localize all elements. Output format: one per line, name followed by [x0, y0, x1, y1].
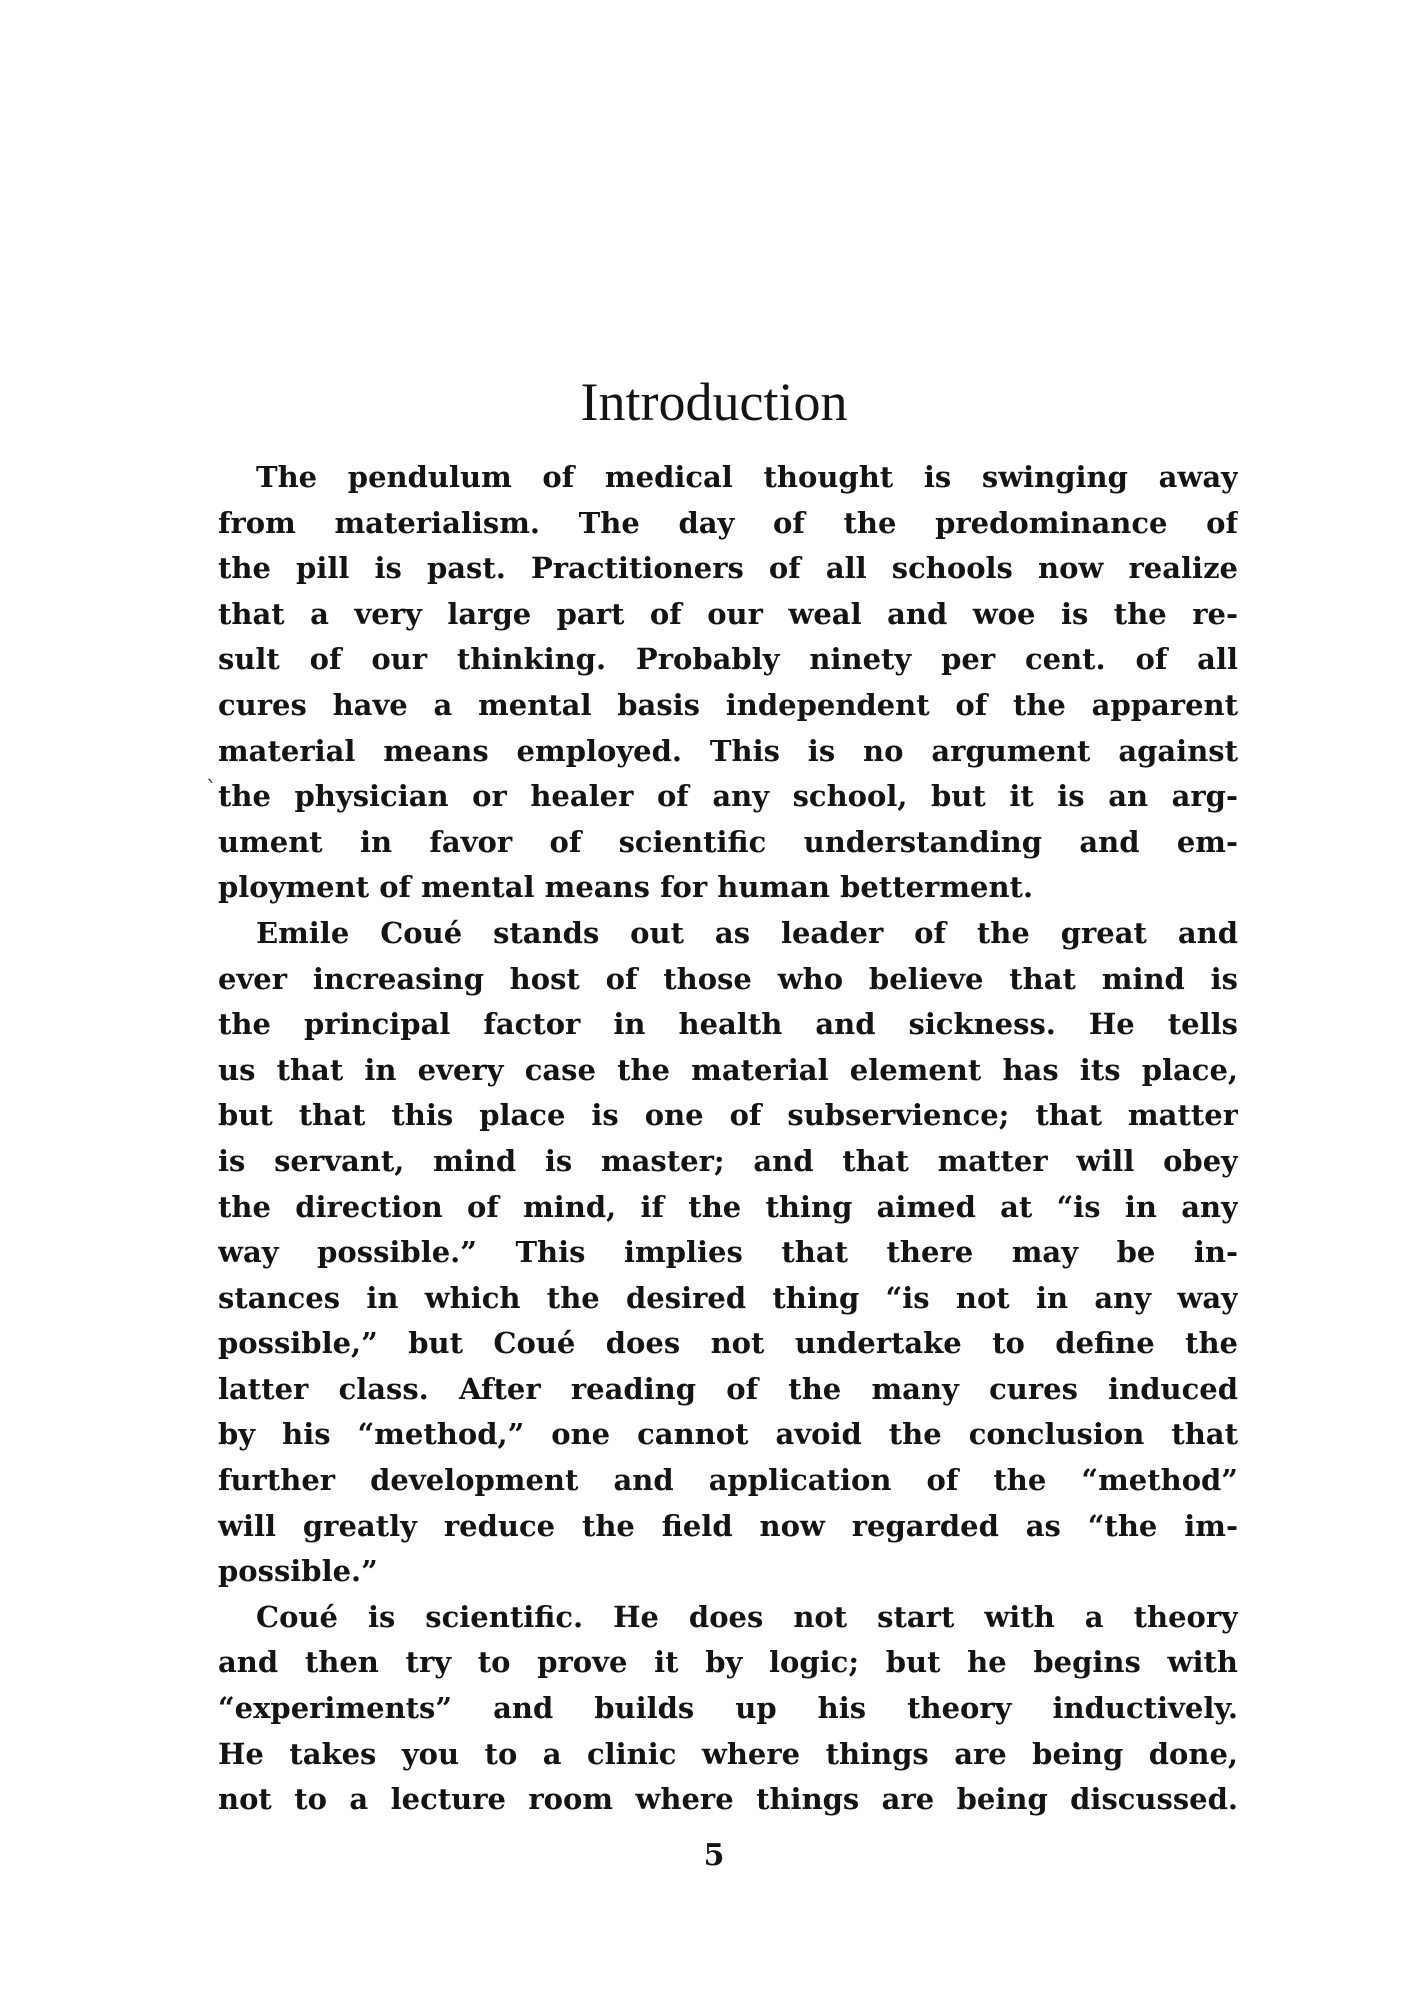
text-line: “experiments” and builds up his theory inductively.: [218, 1691, 1238, 1726]
text-line: the pill is past. Practitioners of all schools now realize: [218, 551, 1238, 586]
page-number: 5: [703, 1838, 725, 1873]
text-line: will greatly reduce the field now regarded as “the im-: [218, 1508, 1238, 1543]
page-title: Introduction: [580, 372, 848, 432]
text-line: material means employed. This is no argument against: [218, 733, 1238, 768]
text-line: is servant, mind is master; and that matter will obey: [218, 1143, 1238, 1178]
text-line: and then try to prove it by logic; but he begins with: [218, 1645, 1238, 1680]
text-line: ever increasing host of those who believe that mind is: [218, 961, 1238, 996]
text-line: possible.”: [218, 1554, 378, 1589]
text-line: the physician or healer of any school, but it is an arg-: [218, 779, 1238, 814]
text-line: further development and application of the “method”: [218, 1463, 1238, 1498]
text-line: ument in favor of scientific understanding and em-: [218, 824, 1238, 859]
text-line: Coué is scientific. He does not start with a theory: [256, 1599, 1238, 1634]
text-line: sult of our thinking. Probably ninety per cent. of all: [218, 642, 1238, 677]
body-text: [218, 455, 1238, 1823]
text-line: The pendulum of medical thought is swinging away: [256, 460, 1238, 494]
text-line: latter class. After reading of the many cures induced: [218, 1371, 1238, 1406]
text-line: the direction of mind, if the thing aimed at “is in any: [218, 1189, 1238, 1224]
text-line: cures have a mental basis independent of the apparent: [218, 687, 1238, 722]
text-line: that a very large part of our weal and woe is the re-: [218, 596, 1238, 631]
text-line: not to a lecture room where things are being discussed.: [218, 1782, 1238, 1817]
text-line: Emile Coué stands out as leader of the great and: [256, 915, 1238, 950]
margin-tick-mark: ˋ: [206, 778, 217, 803]
text-line: possible,” but Coué does not undertake to define the: [218, 1326, 1238, 1361]
text-line: stances in which the desired thing “is not in any way: [218, 1280, 1238, 1315]
text-line: ployment of mental means for human betterment.: [218, 870, 1034, 905]
text-line: from materialism. The day of the predominance of: [218, 505, 1238, 540]
text-line: us that in every case the material element has its place,: [218, 1052, 1238, 1087]
text-line: but that this place is one of subservience; that matter: [218, 1098, 1238, 1133]
text-line: way possible.” This implies that there may be in-: [218, 1235, 1238, 1270]
text-line: by his “method,” one cannot avoid the conclusion that: [218, 1417, 1238, 1452]
text-line: He takes you to a clinic where things are being done,: [218, 1736, 1238, 1771]
text-line: the principal factor in health and sickness. He tells: [218, 1007, 1238, 1042]
